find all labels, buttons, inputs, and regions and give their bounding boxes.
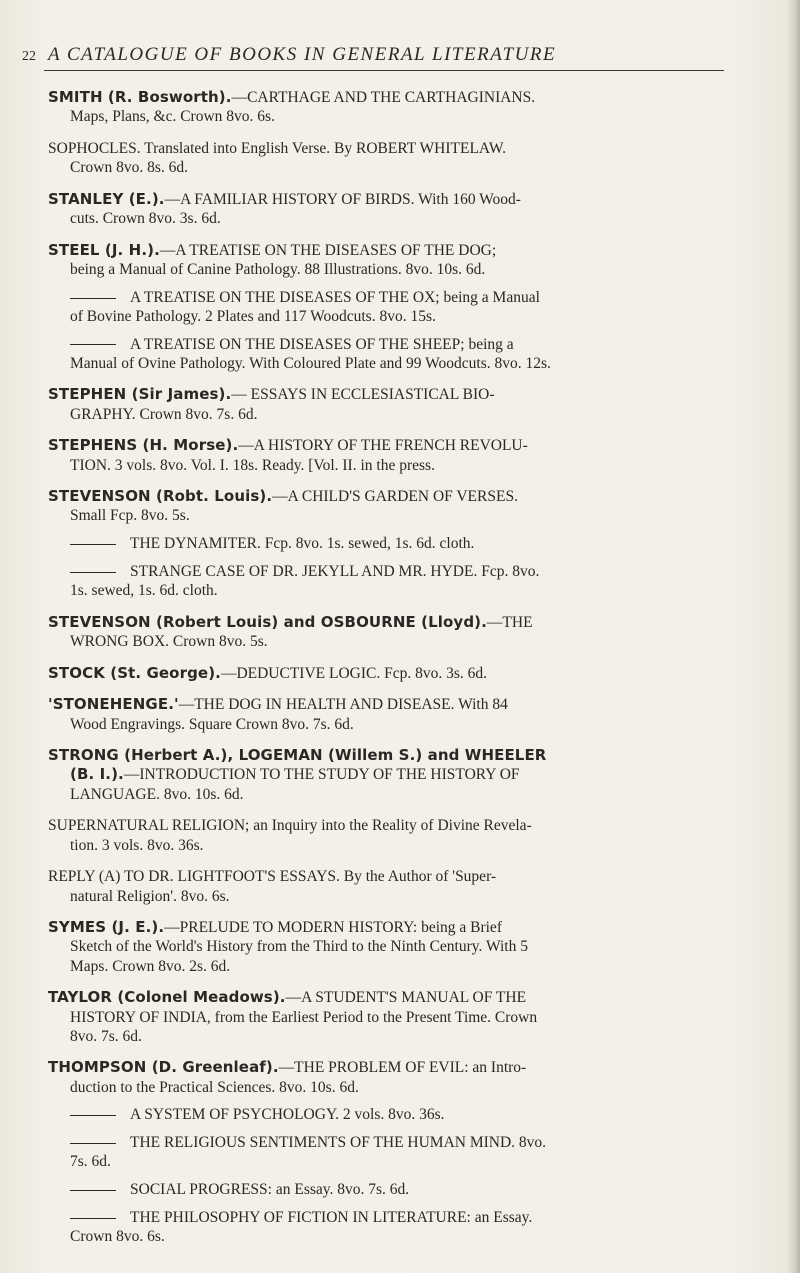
ditto-dash <box>70 1218 116 1219</box>
entry-author: TAYLOR (Colonel Meadows). <box>48 988 286 1007</box>
entry-text: Wood Engravings. Square Crown 8vo. 7s. 6d. <box>70 715 354 733</box>
entry-text: —A CHILD'S GARDEN OF VERSES. <box>272 488 518 506</box>
entry-text: —THE DOG IN HEALTH AND DISEASE. With 84 <box>178 696 508 714</box>
catalogue-entry <box>48 88 766 126</box>
entry-line <box>48 436 766 455</box>
entry-author: STRONG (Herbert A.), LOGEMAN (Willem S.) and WHEELER <box>48 746 547 765</box>
entry-line <box>48 88 766 107</box>
entry-line <box>48 1105 766 1124</box>
entry-text: —THE <box>486 613 533 631</box>
entry-author: 'STONEHENGE.' <box>48 695 179 714</box>
entry-line <box>48 1180 766 1199</box>
entry-author: STEVENSON (Robert Louis) and OSBOURNE (Lloyd). <box>48 612 487 631</box>
entry-line <box>48 190 766 209</box>
entry-author: (B. I.). <box>70 765 124 784</box>
entry-line <box>48 937 766 956</box>
entry-text: 7s. 6d. <box>70 1153 111 1171</box>
entry-author: SMITH (R. Bosworth). <box>48 88 232 106</box>
entry-text: SOPHOCLES. Translated into English Verse. By ROBERT WHITELAW. <box>48 139 506 157</box>
catalogue-entry <box>48 816 766 854</box>
entry-text: —DEDUCTIVE LOGIC. Fcp. 8vo. 3s. 6d. <box>220 664 488 682</box>
catalogue-entry <box>48 1208 766 1246</box>
entry-author: STEPHEN (Sir James). <box>48 385 232 404</box>
entry-author: STEEL (J. H.). <box>48 240 160 259</box>
catalogue-entry <box>48 335 766 373</box>
entry-text: TION. 3 vols. 8vo. Vol. I. 18s. Ready. [Vol. II. in the press. <box>70 456 435 474</box>
header-rule <box>44 70 724 71</box>
entry-text: Manual of Ovine Pathology. With Coloured Plate and 99 Woodcuts. 8vo. 12s. <box>70 354 551 372</box>
entry-text: THE RELIGIOUS SENTIMENTS OF THE HUMAN MIND. 8vo. <box>130 1134 547 1152</box>
entry-line <box>48 816 766 835</box>
entry-text: of Bovine Pathology. 2 Plates and 117 Woodcuts. 8vo. 15s. <box>70 307 436 325</box>
entry-author: THOMPSON (D. Greenleaf). <box>48 1058 279 1077</box>
catalogue-entry <box>48 918 766 976</box>
ditto-dash <box>70 544 116 545</box>
catalogue-entry <box>48 534 766 553</box>
catalogue-entry <box>48 241 766 279</box>
entry-line <box>48 695 766 714</box>
entry-text: —INTRODUCTION TO THE STUDY OF THE HISTORY OF <box>123 766 520 784</box>
entry-line <box>48 715 766 734</box>
catalogue-entry <box>48 1105 766 1124</box>
entry-text: 1s. sewed, 1s. 6d. cloth. <box>70 582 218 600</box>
entry-line <box>48 1078 766 1097</box>
entry-line <box>48 107 766 126</box>
entry-line <box>48 307 766 326</box>
entry-line <box>48 158 766 177</box>
ditto-dash <box>70 344 116 345</box>
entry-text: —A FAMILIAR HISTORY OF BIRDS. With 160 Wood- <box>164 190 521 208</box>
entry-text: SUPERNATURAL RELIGION; an Inquiry into the Reality of Divine Revela- <box>48 817 532 835</box>
entry-text: WRONG BOX. Crown 8vo. 5s. <box>70 632 268 650</box>
entry-text: duction to the Practical Sciences. 8vo. 10s. 6d. <box>70 1078 359 1096</box>
running-head <box>22 44 742 68</box>
ditto-dash <box>70 572 116 573</box>
entry-text: THE PHILOSOPHY OF FICTION IN LITERATURE: an Essay. <box>130 1208 533 1226</box>
ditto-dash <box>70 1115 116 1116</box>
entry-text: tion. 3 vols. 8vo. 36s. <box>70 836 204 854</box>
entry-text: 8vo. 7s. 6d. <box>70 1027 142 1045</box>
entry-line <box>48 1008 766 1027</box>
entry-line <box>48 887 766 906</box>
entry-text: LANGUAGE. 8vo. 10s. 6d. <box>70 785 244 803</box>
entry-line <box>48 785 766 804</box>
entry-text: HISTORY OF INDIA, from the Earliest Period to the Present Time. Crown <box>70 1008 538 1026</box>
catalogue-entry <box>48 1133 766 1171</box>
entry-text: GRAPHY. Crown 8vo. 7s. 6d. <box>70 405 258 423</box>
catalogue-entry <box>48 695 766 733</box>
entry-text: cuts. Crown 8vo. 3s. 6d. <box>70 210 221 228</box>
entry-text: THE DYNAMITER. Fcp. 8vo. 1s. sewed, 1s. 6d. cloth. <box>130 535 475 553</box>
catalogue-entries <box>48 88 766 1259</box>
entry-line <box>48 405 766 424</box>
entry-line <box>48 613 766 632</box>
entry-text: —A TREATISE ON THE DISEASES OF THE DOG; <box>159 241 497 259</box>
ditto-dash <box>70 1143 116 1144</box>
entry-line <box>48 1227 766 1246</box>
entry-text: —THE PROBLEM OF EVIL: an Intro- <box>278 1059 527 1077</box>
entry-line <box>48 746 766 765</box>
entry-line <box>48 581 766 600</box>
entry-line <box>48 988 766 1007</box>
catalogue-entry <box>48 867 766 905</box>
entry-line <box>48 354 766 373</box>
entry-author: STANLEY (E.). <box>48 189 165 208</box>
entry-author: STEVENSON (Robt. Louis). <box>48 487 273 506</box>
entry-text: — ESSAYS IN ECCLESIASTICAL BIO- <box>231 386 495 404</box>
entry-text: Crown 8vo. 8s. 6d. <box>70 159 188 177</box>
catalogue-entry <box>48 139 766 177</box>
entry-line <box>48 836 766 855</box>
entry-text: —CARTHAGE AND THE CARTHAGINIANS. <box>231 89 536 106</box>
catalogue-entry <box>48 487 766 525</box>
entry-text: being a Manual of Canine Pathology. 88 Illustrations. 8vo. 10s. 6d. <box>70 260 486 278</box>
entry-line <box>48 765 766 784</box>
entry-line <box>48 957 766 976</box>
entry-line <box>48 385 766 404</box>
ditto-dash <box>70 298 116 299</box>
entry-line <box>48 288 766 307</box>
entry-text: REPLY (A) TO DR. LIGHTFOOT'S ESSAYS. By the Author of 'Super- <box>48 868 497 886</box>
entry-text: Crown 8vo. 6s. <box>70 1227 165 1245</box>
entry-line <box>48 260 766 279</box>
entry-author: STOCK (St. George). <box>48 663 221 682</box>
catalogue-entry <box>48 288 766 326</box>
catalogue-entry <box>48 664 766 683</box>
entry-line <box>48 918 766 937</box>
catalogue-entry <box>48 562 766 600</box>
entry-text: Maps. Crown 8vo. 2s. 6d. <box>70 957 231 975</box>
entry-text: —PRELUDE TO MODERN HISTORY: being a Brief <box>164 919 502 937</box>
catalogue-entry <box>48 385 766 423</box>
entry-text: Maps, Plans, &c. Crown 8vo. 6s. <box>70 108 275 126</box>
entry-text: —A STUDENT'S MANUAL OF THE <box>285 989 527 1007</box>
catalogue-entry <box>48 436 766 474</box>
catalogue-entry <box>48 1180 766 1199</box>
entry-line <box>48 1152 766 1171</box>
entry-text: A TREATISE ON THE DISEASES OF THE OX; being a Manual <box>130 288 540 306</box>
entry-text: natural Religion'. 8vo. 6s. <box>70 887 230 905</box>
entry-text: Sketch of the World's History from the Third to the Ninth Century. With 5 <box>70 938 528 956</box>
catalogue-entry <box>48 190 766 228</box>
running-head-title: A CATALOGUE OF BOOKS IN GENERAL LITERATURE <box>48 44 557 65</box>
entry-line <box>48 1058 766 1077</box>
entry-text: A TREATISE ON THE DISEASES OF THE SHEEP; being a <box>130 335 514 353</box>
page-number: 22 <box>22 49 36 64</box>
entry-line <box>48 664 766 683</box>
entry-line <box>48 562 766 581</box>
entry-line <box>48 1208 766 1227</box>
entry-text: Small Fcp. 8vo. 5s. <box>70 507 190 525</box>
page-edge-shadow <box>786 0 800 1273</box>
entry-line <box>48 506 766 525</box>
entry-text: A SYSTEM OF PSYCHOLOGY. 2 vols. 8vo. 36s. <box>130 1106 445 1124</box>
entry-line <box>48 209 766 228</box>
entry-line <box>48 241 766 260</box>
entry-text: SOCIAL PROGRESS: an Essay. 8vo. 7s. 6d. <box>130 1180 410 1198</box>
entry-line <box>48 632 766 651</box>
entry-line <box>48 867 766 886</box>
catalogue-entry <box>48 746 766 804</box>
entry-line <box>48 1027 766 1046</box>
entry-author: STEPHENS (H. Morse). <box>48 436 239 455</box>
catalogue-entry <box>48 613 766 651</box>
entry-line <box>48 1133 766 1152</box>
entry-line <box>48 487 766 506</box>
catalogue-entry <box>48 988 766 1046</box>
entry-line <box>48 335 766 354</box>
entry-line <box>48 456 766 475</box>
entry-author: SYMES (J. E.). <box>48 918 165 937</box>
entry-line <box>48 534 766 553</box>
ditto-dash <box>70 1190 116 1191</box>
entry-text: STRANGE CASE OF DR. JEKYLL AND MR. HYDE. Fcp. 8vo. <box>130 562 540 580</box>
entry-line <box>48 139 766 158</box>
entry-text: —A HISTORY OF THE FRENCH REVOLU- <box>238 437 528 455</box>
catalogue-entry <box>48 1058 766 1096</box>
